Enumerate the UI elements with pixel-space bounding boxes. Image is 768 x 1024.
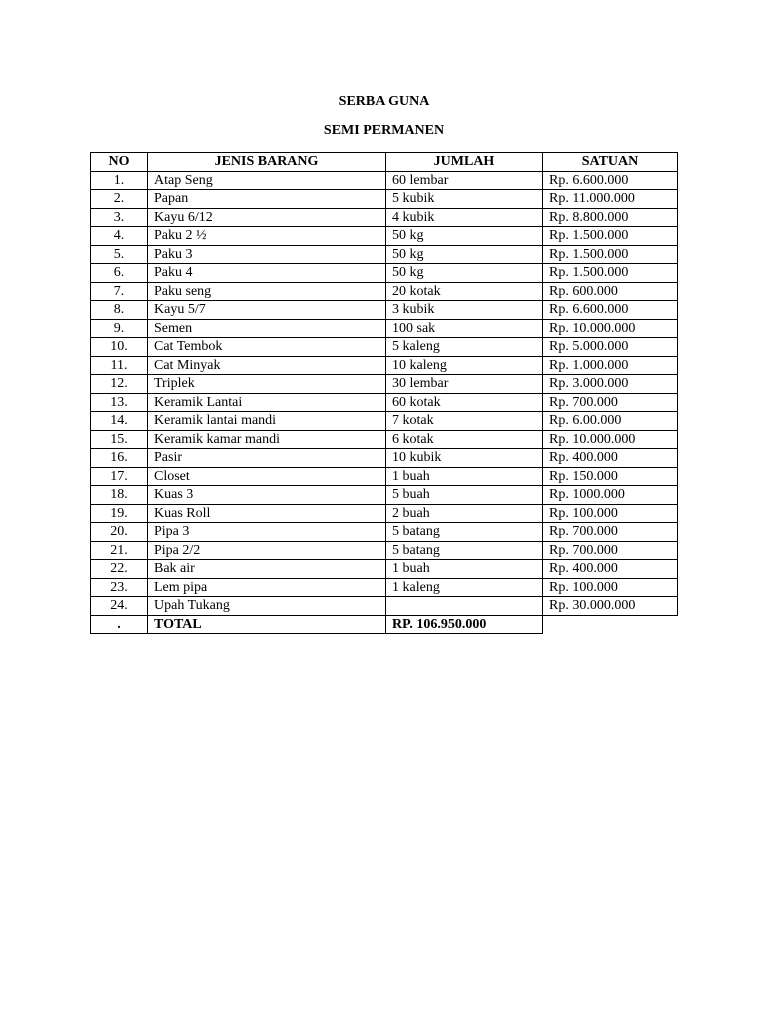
cell-satuan: Rp. 1000.000 [543,486,678,505]
cell-jumlah: 5 buah [386,486,543,505]
table-row [91,319,678,338]
table-row [91,486,678,505]
cell-jenis-barang: Atap Seng [148,171,386,190]
table-row [91,301,678,320]
cell-no: 17. [91,467,148,486]
cell-jenis-barang: Closet [148,467,386,486]
cell-jumlah: 10 kubik [386,449,543,468]
cell-no: 16. [91,449,148,468]
cell-jenis-barang: Keramik kamar mandi [148,430,386,449]
cell-jenis-barang: Papan [148,190,386,209]
table-row [91,412,678,431]
cell-satuan: Rp. 6.00.000 [543,412,678,431]
table-row [91,264,678,283]
table-row [91,375,678,394]
document-title: SERBA GUNA [338,94,430,109]
cell-jumlah: 5 batang [386,541,543,560]
cell-satuan: Rp. 100.000 [543,504,678,523]
cell-jenis-barang: Kayu 5/7 [148,301,386,320]
cell-jenis-barang: Pasir [148,449,386,468]
cell-satuan: Rp. 1.500.000 [543,227,678,246]
cell-jenis-barang: Upah Tukang [148,597,386,616]
cell-no: 11. [91,356,148,375]
table-row [91,449,678,468]
cell-jumlah: 10 kaleng [386,356,543,375]
header-jumlah: JUMLAH [386,153,543,172]
table-row [91,282,678,301]
cell-satuan: Rp. 400.000 [543,560,678,579]
cell-jenis-barang: Kuas 3 [148,486,386,505]
table-row [91,190,678,209]
cell-no: 2. [91,190,148,209]
total-no: . [91,615,148,634]
cell-jumlah: 7 kotak [386,412,543,431]
total-label: TOTAL [148,615,386,634]
header-satuan: SATUAN [543,153,678,172]
cell-jenis-barang: Pipa 2/2 [148,541,386,560]
cell-jenis-barang: Triplek [148,375,386,394]
cell-jumlah: 5 kubik [386,190,543,209]
table-row [91,208,678,227]
cell-no: 15. [91,430,148,449]
cell-satuan: Rp. 700.000 [543,523,678,542]
cell-satuan: Rp. 3.000.000 [543,375,678,394]
table-row [91,356,678,375]
cell-jumlah: 1 buah [386,467,543,486]
cell-satuan: Rp. 100.000 [543,578,678,597]
cell-jumlah: 5 kaleng [386,338,543,357]
cell-no: 3. [91,208,148,227]
table-row [91,171,678,190]
cell-jumlah: 1 kaleng [386,578,543,597]
cell-satuan: Rp. 6.600.000 [543,301,678,320]
cell-satuan: Rp. 10.000.000 [543,430,678,449]
total-amount: RP. 106.950.000 [386,615,543,634]
cell-no: 1. [91,171,148,190]
cell-no: 20. [91,523,148,542]
total-empty-cell [543,615,678,634]
cell-no: 23. [91,578,148,597]
cell-satuan: Rp. 30.000.000 [543,597,678,616]
cell-jenis-barang: Cat Minyak [148,356,386,375]
cell-jumlah: 30 lembar [386,375,543,394]
cell-no: 6. [91,264,148,283]
cell-satuan: Rp. 6.600.000 [543,171,678,190]
cell-satuan: Rp. 5.000.000 [543,338,678,357]
cell-jenis-barang: Paku 4 [148,264,386,283]
cell-jumlah [386,597,543,616]
cell-no: 18. [91,486,148,505]
cell-jenis-barang: Paku 2 ½ [148,227,386,246]
cell-jenis-barang: Keramik Lantai [148,393,386,412]
cell-satuan: Rp. 10.000.000 [543,319,678,338]
table-row [91,430,678,449]
cell-no: 12. [91,375,148,394]
cell-no: 14. [91,412,148,431]
cell-satuan: Rp. 600.000 [543,282,678,301]
table-header-row [91,153,678,172]
cell-jenis-barang: Semen [148,319,386,338]
cell-jumlah: 50 kg [386,264,543,283]
cell-satuan: Rp. 400.000 [543,449,678,468]
cell-jenis-barang: Lem pipa [148,578,386,597]
cell-no: 22. [91,560,148,579]
table-row [91,245,678,264]
cell-no: 9. [91,319,148,338]
table-row [91,338,678,357]
cell-satuan: Rp. 700.000 [543,541,678,560]
cell-jenis-barang: Keramik lantai mandi [148,412,386,431]
cell-satuan: Rp. 700.000 [543,393,678,412]
cell-no: 10. [91,338,148,357]
cell-jenis-barang: Pipa 3 [148,523,386,542]
cell-jumlah: 50 kg [386,245,543,264]
cell-jenis-barang: Cat Tembok [148,338,386,357]
cell-jenis-barang: Paku 3 [148,245,386,264]
cell-jumlah: 3 kubik [386,301,543,320]
cell-jumlah: 60 kotak [386,393,543,412]
table-row [91,523,678,542]
cell-no: 24. [91,597,148,616]
cell-satuan: Rp. 11.000.000 [543,190,678,209]
cell-no: 21. [91,541,148,560]
document-subtitle: SEMI PERMANEN [323,123,445,138]
cell-no: 19. [91,504,148,523]
cell-no: 7. [91,282,148,301]
cell-jenis-barang: Kuas Roll [148,504,386,523]
total-row [91,615,678,634]
cell-jenis-barang: Kayu 6/12 [148,208,386,227]
table-body [91,171,678,634]
cell-satuan: Rp. 1.000.000 [543,356,678,375]
table-row [91,541,678,560]
cell-jumlah: 6 kotak [386,430,543,449]
table-row [91,597,678,616]
cell-jenis-barang: Bak air [148,560,386,579]
header-no: NO [91,153,148,172]
cell-satuan: Rp. 1.500.000 [543,245,678,264]
cell-jumlah: 1 buah [386,560,543,579]
cell-no: 4. [91,227,148,246]
cell-no: 13. [91,393,148,412]
table-row [91,504,678,523]
cell-jumlah: 60 lembar [386,171,543,190]
cell-jumlah: 50 kg [386,227,543,246]
cell-jenis-barang: Paku seng [148,282,386,301]
table-row [91,578,678,597]
cell-jumlah: 4 kubik [386,208,543,227]
table-row [91,467,678,486]
cell-no: 8. [91,301,148,320]
cell-satuan: Rp. 150.000 [543,467,678,486]
cell-satuan: Rp. 8.800.000 [543,208,678,227]
cell-no: 5. [91,245,148,264]
header-jenis-barang: JENIS BARANG [148,153,386,172]
cell-satuan: Rp. 1.500.000 [543,264,678,283]
cell-jumlah: 5 batang [386,523,543,542]
materials-table [90,152,678,634]
table-row [91,560,678,579]
table-row [91,227,678,246]
cell-jumlah: 100 sak [386,319,543,338]
table-row [91,393,678,412]
cell-jumlah: 20 kotak [386,282,543,301]
cell-jumlah: 2 buah [386,504,543,523]
